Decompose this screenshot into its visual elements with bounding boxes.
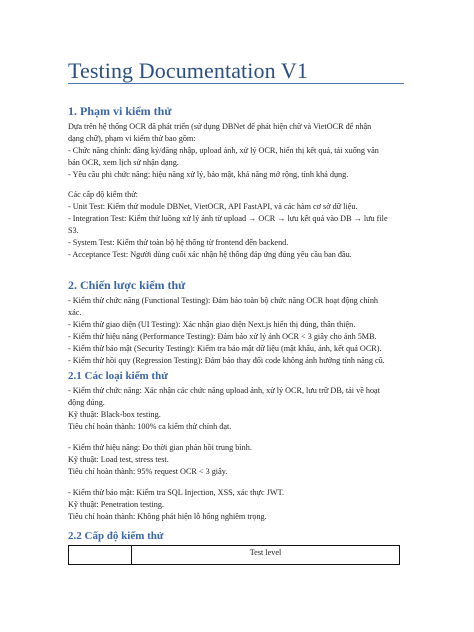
paragraph-line: Kỹ thuật: Penetration testing. xyxy=(68,500,164,509)
paragraph-line: Tiêu chí hoàn thành: 95% request OCR < 3 giây. xyxy=(68,467,228,476)
paragraph-line: - Kiểm thử chức năng (Functional Testing): Đảm bảo toàn bộ chức năng OCR hoạt động chính xyxy=(68,296,379,305)
paragraph-line: - Kiểm thử bảo mật: Kiểm tra SQL Injection, XSS, xác thực JWT. xyxy=(68,488,285,497)
paragraph-line: S3. xyxy=(68,226,79,235)
paragraph-line: Các cấp độ kiểm thử: xyxy=(68,190,138,199)
paragraph-line: - Kiểm thử hiệu năng (Performance Testing): Đảm bảo xử lý ảnh OCR < 3 giây cho ảnh 5MB. xyxy=(68,332,377,341)
paragraph-line: - Integration Test: Kiểm thử luồng xử lý ảnh từ upload → OCR → lưu kết quả vào DB → lưu file xyxy=(68,214,388,223)
paragraph-line: - Kiểm thử giao diện (UI Testing): Xác nhận giao diện Next.js hiển thị đúng, thân thiện. xyxy=(68,320,356,329)
section-heading-scope: 1. Phạm vi kiểm thử xyxy=(68,104,172,118)
paragraph-line: xác. xyxy=(68,308,82,317)
table-header-cell-test-level: Test level xyxy=(249,548,282,557)
paragraph-line: - Kiểm thử chức năng: Xác nhận các chức năng upload ảnh, xử lý OCR, lưu trữ DB, tải về hoạt xyxy=(68,386,380,395)
title-underline xyxy=(68,83,404,84)
subsection-heading-test-types: 2.1 Các loại kiểm thử xyxy=(68,370,168,382)
subsection-heading-test-levels: 2.2 Cấp độ kiểm thử xyxy=(68,530,164,542)
paragraph-line: Tiêu chí hoàn thành: 100% ca kiểm thử chính đạt. xyxy=(68,422,232,431)
paragraph-line: - Chức năng chính: đăng ký/đăng nhập, upload ảnh, xử lý OCR, hiển thị kết quả, tải xuống văn xyxy=(68,146,379,155)
paragraph-line: bản OCR, xem lịch sử nhận dạng. xyxy=(68,158,179,167)
paragraph-line: - Kiểm thử hồi quy (Regression Testing): Đảm bảo thay đổi code không ảnh hưởng tính năng cũ. xyxy=(68,356,385,365)
paragraph-line: Kỹ thuật: Black-box testing. xyxy=(68,410,161,419)
paragraph-line: - Yêu cầu phi chức năng: hiệu năng xử lý, bảo mật, khả năng mở rộng, tính khả dụng. xyxy=(68,170,349,179)
paragraph-line: Tiêu chí hoàn thành: Không phát hiện lỗ hổng nghiêm trọng. xyxy=(68,512,267,521)
document-title: Testing Documentation V1 xyxy=(68,58,308,83)
paragraph-line: động đúng. xyxy=(68,398,105,407)
paragraph-line: - Unit Test: Kiểm thử module DBNet, VietOCR, API FastAPI, và các hàm cơ sở dữ liệu. xyxy=(68,202,358,211)
paragraph-line: - Kiểm thử hiệu năng: Đo thời gian phản hồi trung bình. xyxy=(68,443,252,452)
test-level-table xyxy=(68,545,400,565)
paragraph-line: - Kiểm thử bảo mật (Security Testing): Kiểm tra bảo mật dữ liệu (mật khẩu, ảnh, kết quả OCR). xyxy=(68,344,382,353)
paragraph-line: - Acceptance Test: Người dùng cuối xác nhận hệ thống đáp ứng đúng yêu cầu ban đầu. xyxy=(68,250,352,259)
paragraph-line: - System Test: Kiểm thử toàn bộ hệ thống từ frontend đến backend. xyxy=(68,238,289,247)
table-header-cell-empty xyxy=(69,546,132,564)
paragraph-line: Dựa trên hệ thống OCR đã phát triển (sử dụng DBNet để phát hiện chữ và VietOCR để nhận xyxy=(68,122,372,131)
section-heading-strategy: 2. Chiến lược kiểm thử xyxy=(68,278,186,292)
paragraph-line: dạng chữ), phạm vi kiểm thử bao gồm: xyxy=(68,134,196,143)
paragraph-line: Kỹ thuật: Load test, stress test. xyxy=(68,455,169,464)
